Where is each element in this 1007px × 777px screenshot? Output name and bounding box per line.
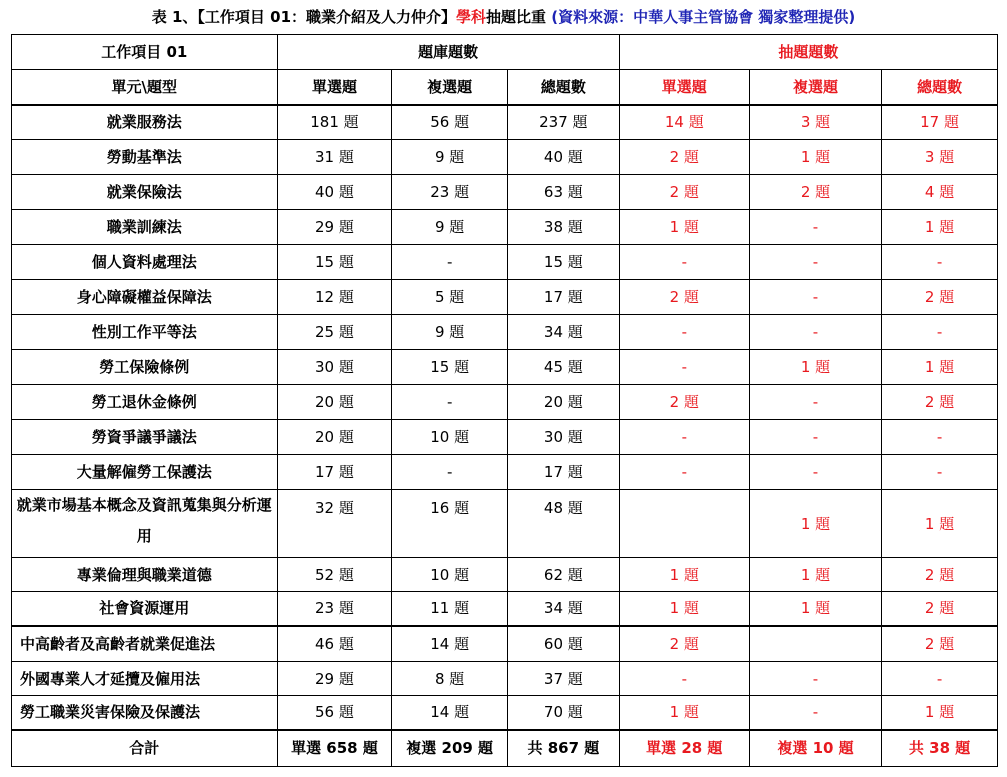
cell-t: 34 題 (508, 592, 620, 626)
cell-dm (749, 626, 881, 662)
cell-m: 5 題 (392, 280, 508, 315)
table-row (12, 696, 998, 730)
totals-s: 單選 658 題 (277, 730, 392, 767)
cell-m: 23 題 (392, 175, 508, 210)
cell-s: 12 題 (277, 280, 392, 315)
table-row (12, 420, 998, 455)
cell-ds: 2 題 (619, 280, 749, 315)
cell-dm: - (749, 696, 881, 730)
cell-ds (619, 490, 749, 558)
unit-name-cell: 勞資爭議爭議法 (12, 420, 278, 455)
cell-dm: - (749, 210, 881, 245)
totals-label: 合計 (12, 730, 278, 767)
unit-name-cell: 中高齡者及高齡者就業促進法 (12, 626, 278, 662)
table-row (12, 315, 998, 350)
table-row (12, 662, 998, 696)
cell-t: 15 題 (508, 245, 620, 280)
question-ratio-table (11, 34, 998, 767)
cell-ds: - (619, 315, 749, 350)
table-caption (0, 4, 1007, 30)
cell-t: 20 題 (508, 385, 620, 420)
totals-dt: 共 38 題 (882, 730, 998, 767)
unit-name-cell: 大量解僱勞工保護法 (12, 455, 278, 490)
table-row (12, 105, 998, 140)
cell-dt: - (882, 420, 998, 455)
table-row (12, 245, 998, 280)
cell-s: 40 題 (277, 175, 392, 210)
header-draw-single: 單選題 (619, 70, 749, 105)
unit-name-cell: 勞工退休金條例 (12, 385, 278, 420)
caption-subject: 學科 (456, 8, 487, 26)
table-row (12, 140, 998, 175)
cell-dt: - (882, 315, 998, 350)
cell-dm: 1 題 (749, 490, 881, 558)
unit-name-cell: 外國專業人才延攬及僱用法 (12, 662, 278, 696)
cell-t: 17 題 (508, 455, 620, 490)
cell-ds: 1 題 (619, 210, 749, 245)
cell-dm: 3 題 (749, 105, 881, 140)
cell-dm: - (749, 280, 881, 315)
cell-ds: 1 題 (619, 558, 749, 592)
cell-ds: 1 題 (619, 592, 749, 626)
cell-t: 17 題 (508, 280, 620, 315)
table-row (12, 455, 998, 490)
cell-dm: 1 題 (749, 350, 881, 385)
totals-row (12, 730, 998, 767)
cell-m: 10 題 (392, 558, 508, 592)
unit-name-cell: 職業訓練法 (12, 210, 278, 245)
table-row (12, 592, 998, 626)
header-row-2 (12, 70, 998, 105)
cell-t: 30 題 (508, 420, 620, 455)
cell-m: 16 題 (392, 490, 508, 558)
cell-m: 9 題 (392, 315, 508, 350)
cell-dt: 4 題 (882, 175, 998, 210)
cell-m: 9 題 (392, 210, 508, 245)
cell-ds: - (619, 420, 749, 455)
cell-ds: 2 題 (619, 385, 749, 420)
cell-dt: 1 題 (882, 350, 998, 385)
cell-dt: 2 題 (882, 385, 998, 420)
cell-t: 34 題 (508, 315, 620, 350)
cell-dt: 1 題 (882, 490, 998, 558)
table-row (12, 626, 998, 662)
cell-s: 20 題 (277, 420, 392, 455)
caption-middle: 抽題比重 (486, 8, 547, 26)
cell-m: - (392, 245, 508, 280)
cell-m: 56 題 (392, 105, 508, 140)
cell-dt: 2 題 (882, 626, 998, 662)
table-row (12, 210, 998, 245)
cell-ds: - (619, 245, 749, 280)
cell-dm: - (749, 455, 881, 490)
cell-t: 237 題 (508, 105, 620, 140)
cell-s: 32 題 (277, 490, 392, 558)
cell-dm: - (749, 662, 881, 696)
cell-t: 37 題 (508, 662, 620, 696)
cell-s: 20 題 (277, 385, 392, 420)
cell-m: 11 題 (392, 592, 508, 626)
totals-t: 共 867 題 (508, 730, 620, 767)
cell-s: 181 題 (277, 105, 392, 140)
totals-dm: 複選 10 題 (749, 730, 881, 767)
cell-t: 45 題 (508, 350, 620, 385)
cell-t: 40 題 (508, 140, 620, 175)
cell-dt: 1 題 (882, 696, 998, 730)
cell-s: 23 題 (277, 592, 392, 626)
caption-source: (資料來源：中華人事主管協會 獨家整理提供) (551, 8, 856, 26)
cell-ds: 2 題 (619, 140, 749, 175)
totals-ds: 單選 28 題 (619, 730, 749, 767)
cell-m: 15 題 (392, 350, 508, 385)
cell-s: 30 題 (277, 350, 392, 385)
cell-m: 10 題 (392, 420, 508, 455)
header-draw-multi: 複選題 (749, 70, 881, 105)
cell-ds: - (619, 350, 749, 385)
cell-dm: - (749, 385, 881, 420)
cell-ds: 1 題 (619, 696, 749, 730)
header-draw-total: 總題數 (882, 70, 998, 105)
cell-dt: 3 題 (882, 140, 998, 175)
unit-name-cell: 勞工職業災害保險及保護法 (12, 696, 278, 730)
cell-s: 56 題 (277, 696, 392, 730)
caption-prefix: 表 1、【工作項目 01：職業介紹及人力仲介】 (151, 8, 457, 26)
cell-s: 29 題 (277, 210, 392, 245)
cell-m: 8 題 (392, 662, 508, 696)
table-row (12, 385, 998, 420)
cell-dt: 2 題 (882, 592, 998, 626)
cell-s: 31 題 (277, 140, 392, 175)
unit-name-cell: 個人資料處理法 (12, 245, 278, 280)
header-multi: 複選題 (392, 70, 508, 105)
unit-name-cell: 勞工保險條例 (12, 350, 278, 385)
unit-name-cell: 就業服務法 (12, 105, 278, 140)
cell-s: 17 題 (277, 455, 392, 490)
cell-dm: 1 題 (749, 558, 881, 592)
cell-t: 63 題 (508, 175, 620, 210)
unit-name-cell: 專業倫理與職業道德 (12, 558, 278, 592)
totals-m: 複選 209 題 (392, 730, 508, 767)
cell-dm: 1 題 (749, 140, 881, 175)
header-row-1 (12, 35, 998, 70)
cell-m: - (392, 385, 508, 420)
unit-name-cell: 社會資源運用 (12, 592, 278, 626)
cell-dm: - (749, 315, 881, 350)
cell-t: 70 題 (508, 696, 620, 730)
cell-s: 25 題 (277, 315, 392, 350)
unit-name-cell: 身心障礙權益保障法 (12, 280, 278, 315)
header-unit-type: 單元\題型 (12, 70, 278, 105)
table-row (12, 558, 998, 592)
cell-s: 15 題 (277, 245, 392, 280)
cell-dt: 2 題 (882, 280, 998, 315)
table-row (12, 280, 998, 315)
header-bank-group: 題庫題數 (277, 35, 619, 70)
unit-name-cell: 就業市場基本概念及資訊蒐集與分析運用 (12, 490, 278, 558)
cell-s: 46 題 (277, 626, 392, 662)
cell-ds: 2 題 (619, 626, 749, 662)
cell-dt: 17 題 (882, 105, 998, 140)
cell-dt: - (882, 455, 998, 490)
header-work-item: 工作項目 01 (12, 35, 278, 70)
cell-m: - (392, 455, 508, 490)
cell-dm: 1 題 (749, 592, 881, 626)
cell-ds: - (619, 455, 749, 490)
cell-ds: 2 題 (619, 175, 749, 210)
header-single: 單選題 (277, 70, 392, 105)
cell-t: 60 題 (508, 626, 620, 662)
cell-m: 9 題 (392, 140, 508, 175)
cell-dt: 1 題 (882, 210, 998, 245)
cell-ds: 14 題 (619, 105, 749, 140)
cell-dt: - (882, 662, 998, 696)
table-row (12, 175, 998, 210)
unit-name-cell: 勞動基準法 (12, 140, 278, 175)
table-row (12, 490, 998, 558)
unit-name-cell: 性別工作平等法 (12, 315, 278, 350)
cell-m: 14 題 (392, 626, 508, 662)
header-draw-group: 抽題題數 (619, 35, 997, 70)
unit-name-cell: 就業保險法 (12, 175, 278, 210)
cell-dm: - (749, 420, 881, 455)
cell-t: 62 題 (508, 558, 620, 592)
cell-dt: 2 題 (882, 558, 998, 592)
cell-dm: 2 題 (749, 175, 881, 210)
cell-s: 52 題 (277, 558, 392, 592)
header-total: 總題數 (508, 70, 620, 105)
cell-t: 48 題 (508, 490, 620, 558)
cell-dt: - (882, 245, 998, 280)
cell-t: 38 題 (508, 210, 620, 245)
cell-ds: - (619, 662, 749, 696)
cell-dm: - (749, 245, 881, 280)
table-row (12, 350, 998, 385)
cell-s: 29 題 (277, 662, 392, 696)
cell-m: 14 題 (392, 696, 508, 730)
